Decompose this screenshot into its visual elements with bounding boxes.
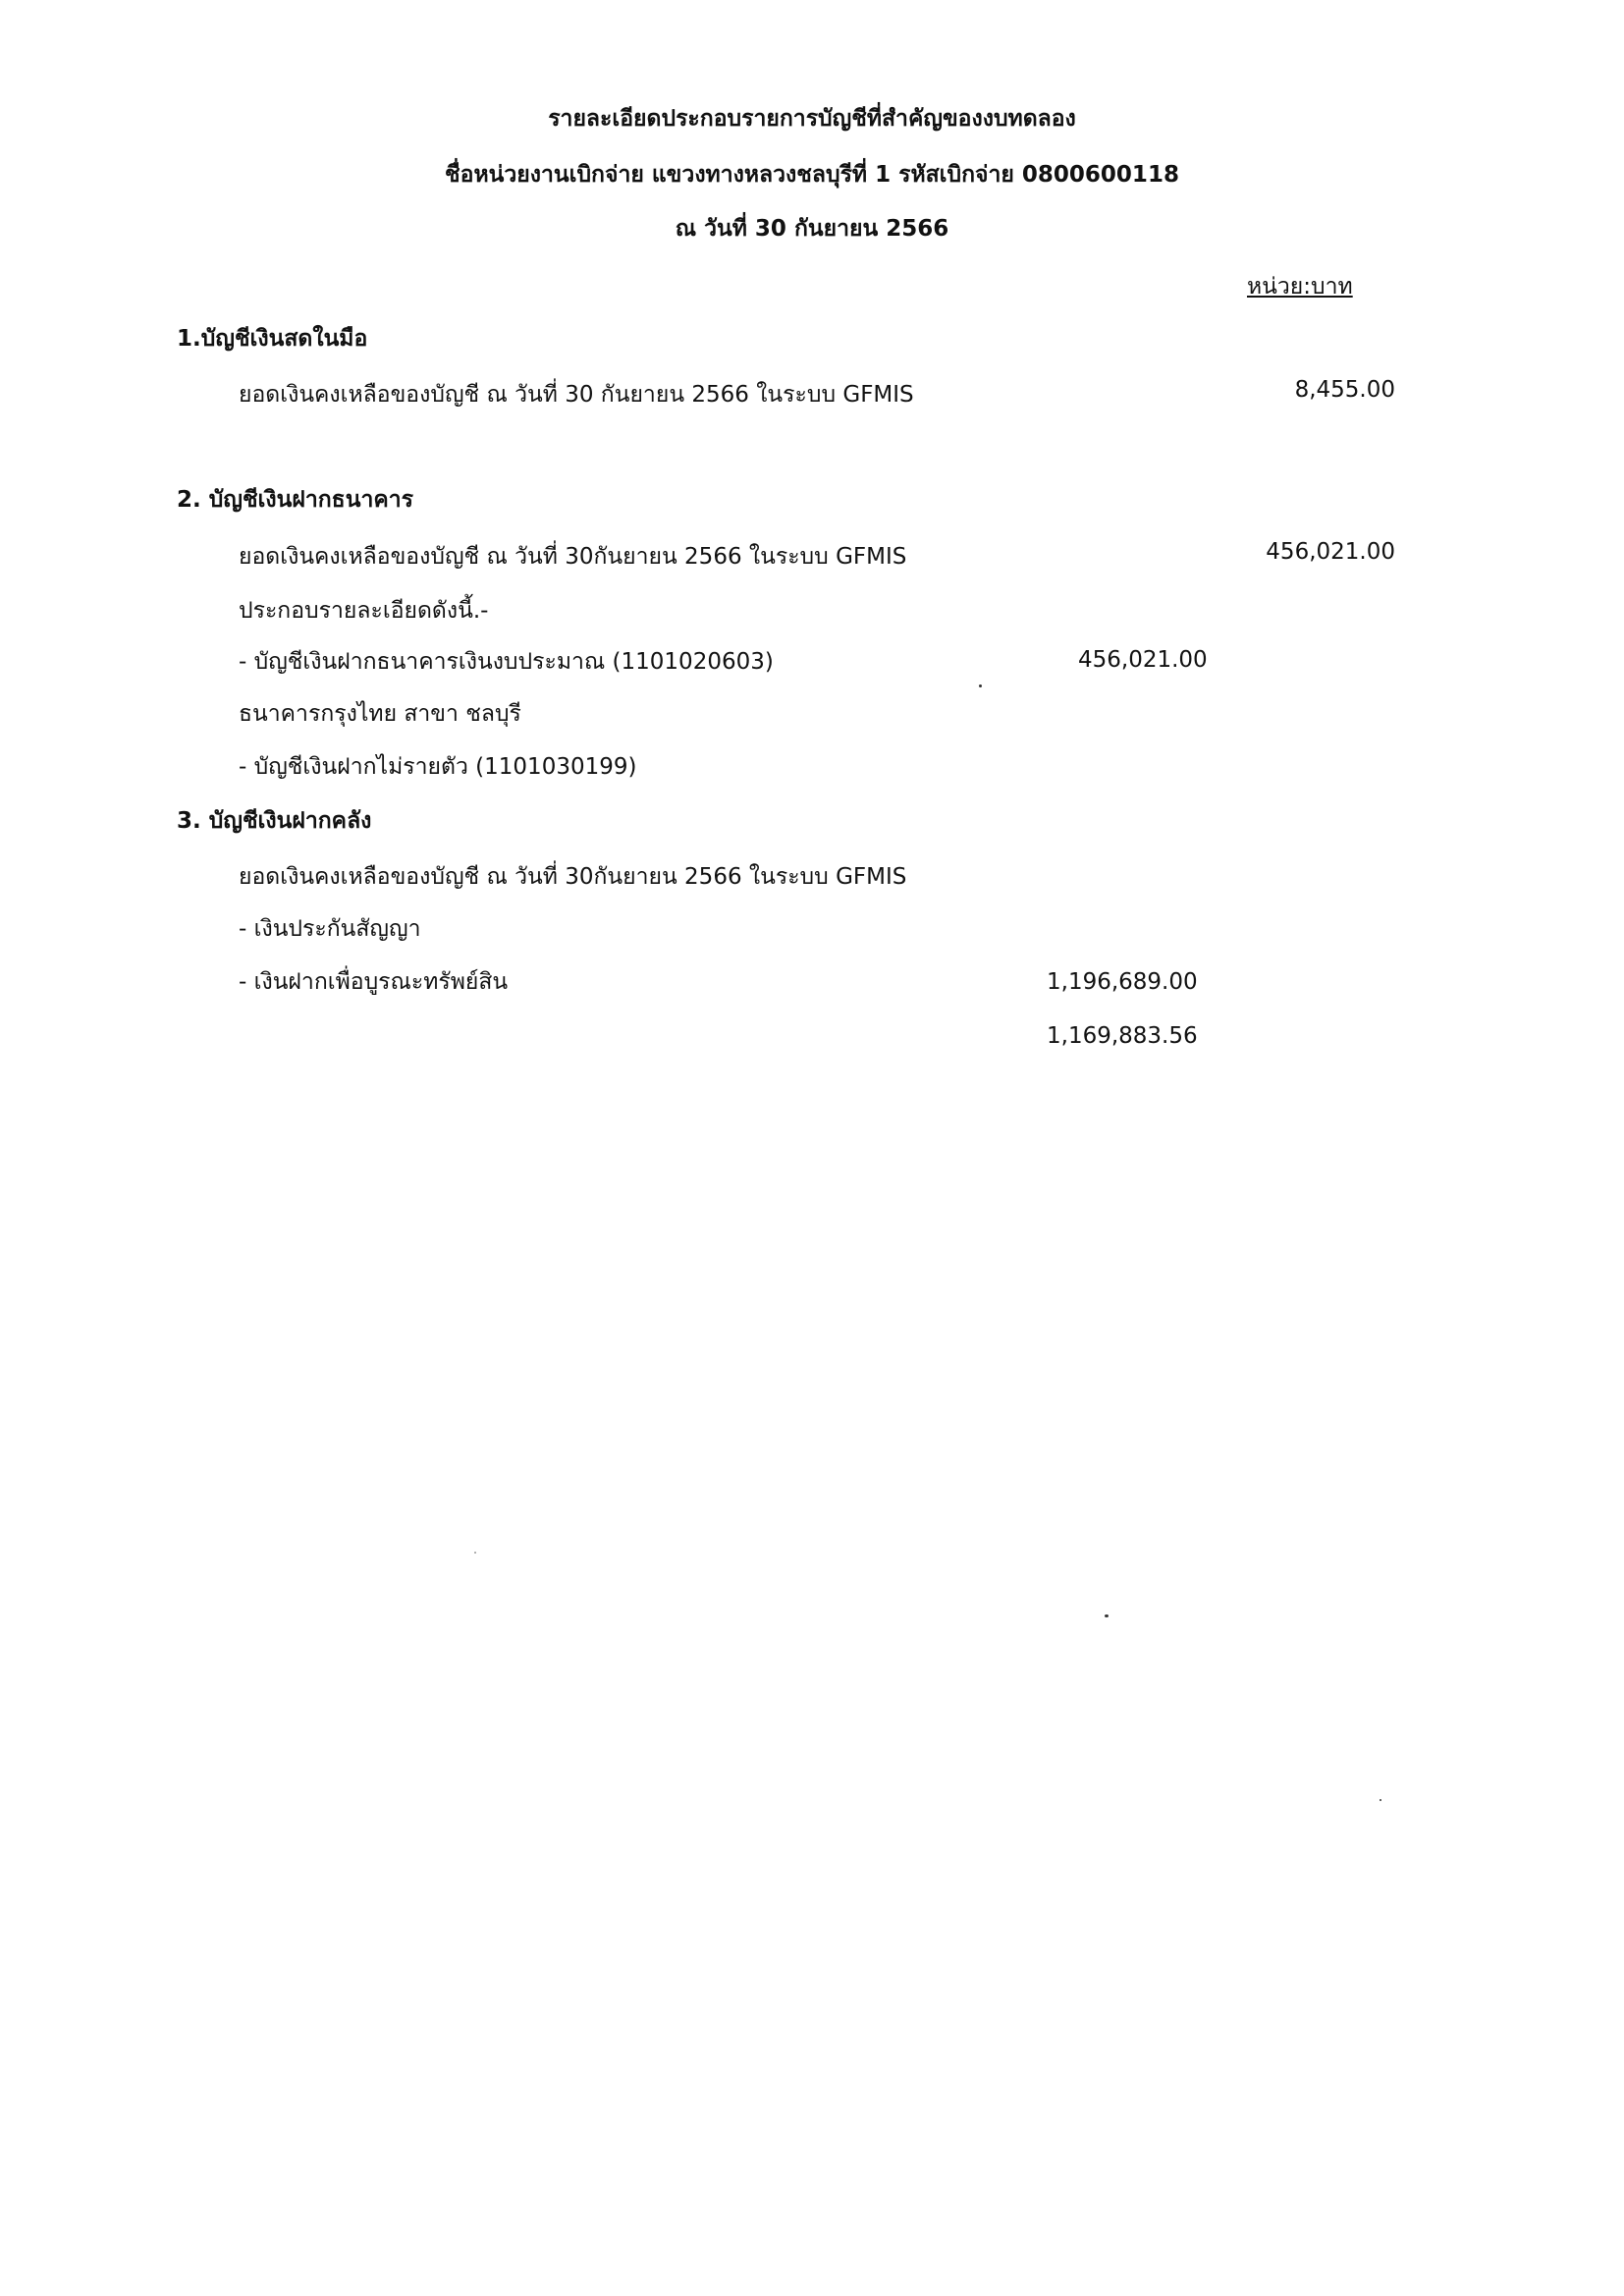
scan-speck [474, 1552, 476, 1554]
scan-speck [979, 684, 982, 687]
section-2-item-budget-account: - บัญชีเงินฝากธนาคารเงินงบประมาณ (1101020603) [239, 649, 774, 675]
section-2-heading: 2. บัญชีเงินฝากธนาคาร [177, 487, 414, 513]
section-2-balance-amount: 456,021.00 [1266, 539, 1395, 565]
section-2-detail-intro: ประกอบรายละเอียดดังนี้.- [239, 598, 489, 624]
section-3-item-asset-restoration-amount: 1,196,689.00 [1047, 969, 1198, 995]
document-title: รายละเอียดประกอบรายการบัญชีที่สำคัญของงบทดลอง [548, 106, 1076, 132]
section-3-balance-text: ยอดเงินคงเหลือของบัญชี ณ วันที่ 30กันยายน 2566 ในระบบ GFMIS [239, 864, 907, 890]
section-3-item-contract-guarantee: - เงินประกันสัญญา [239, 916, 421, 942]
scan-speck [1105, 1614, 1109, 1617]
section-3-extra-amount: 1,169,883.56 [1047, 1023, 1198, 1049]
section-3-item-asset-restoration: - เงินฝากเพื่อบูรณะทรัพย์สิน [239, 969, 509, 995]
section-2-item-unassigned-account: - บัญชีเงินฝากไม่รายตัว (1101030199) [239, 754, 637, 780]
currency-unit-label: หน่วย:บาท [1247, 274, 1353, 300]
section-1-heading: 1.บัญชีเงินสดในมือ [177, 326, 368, 352]
section-2-item-budget-amount: 456,021.00 [1078, 647, 1208, 673]
agency-line: ชื่อหน่วยงานเบิกจ่าย แขวงทางหลวงชลบุรีที่ 1 รหัสเบิกจ่าย 0800600118 [445, 162, 1179, 188]
scan-speck [1380, 1799, 1381, 1801]
section-1-balance-text: ยอดเงินคงเหลือของบัญชี ณ วันที่ 30 กันยายน 2566 ในระบบ GFMIS [239, 382, 914, 408]
section-2-item-bank-branch: ธนาคารกรุงไทย สาขา ชลบุรี [239, 701, 521, 727]
section-2-balance-text: ยอดเงินคงเหลือของบัญชี ณ วันที่ 30กันยายน 2566 ในระบบ GFMIS [239, 544, 907, 570]
section-3-heading: 3. บัญชีเงินฝากคลัง [177, 808, 372, 834]
date-line: ณ วันที่ 30 กันยายน 2566 [675, 216, 949, 242]
section-1-balance-amount: 8,455.00 [1294, 377, 1395, 403]
